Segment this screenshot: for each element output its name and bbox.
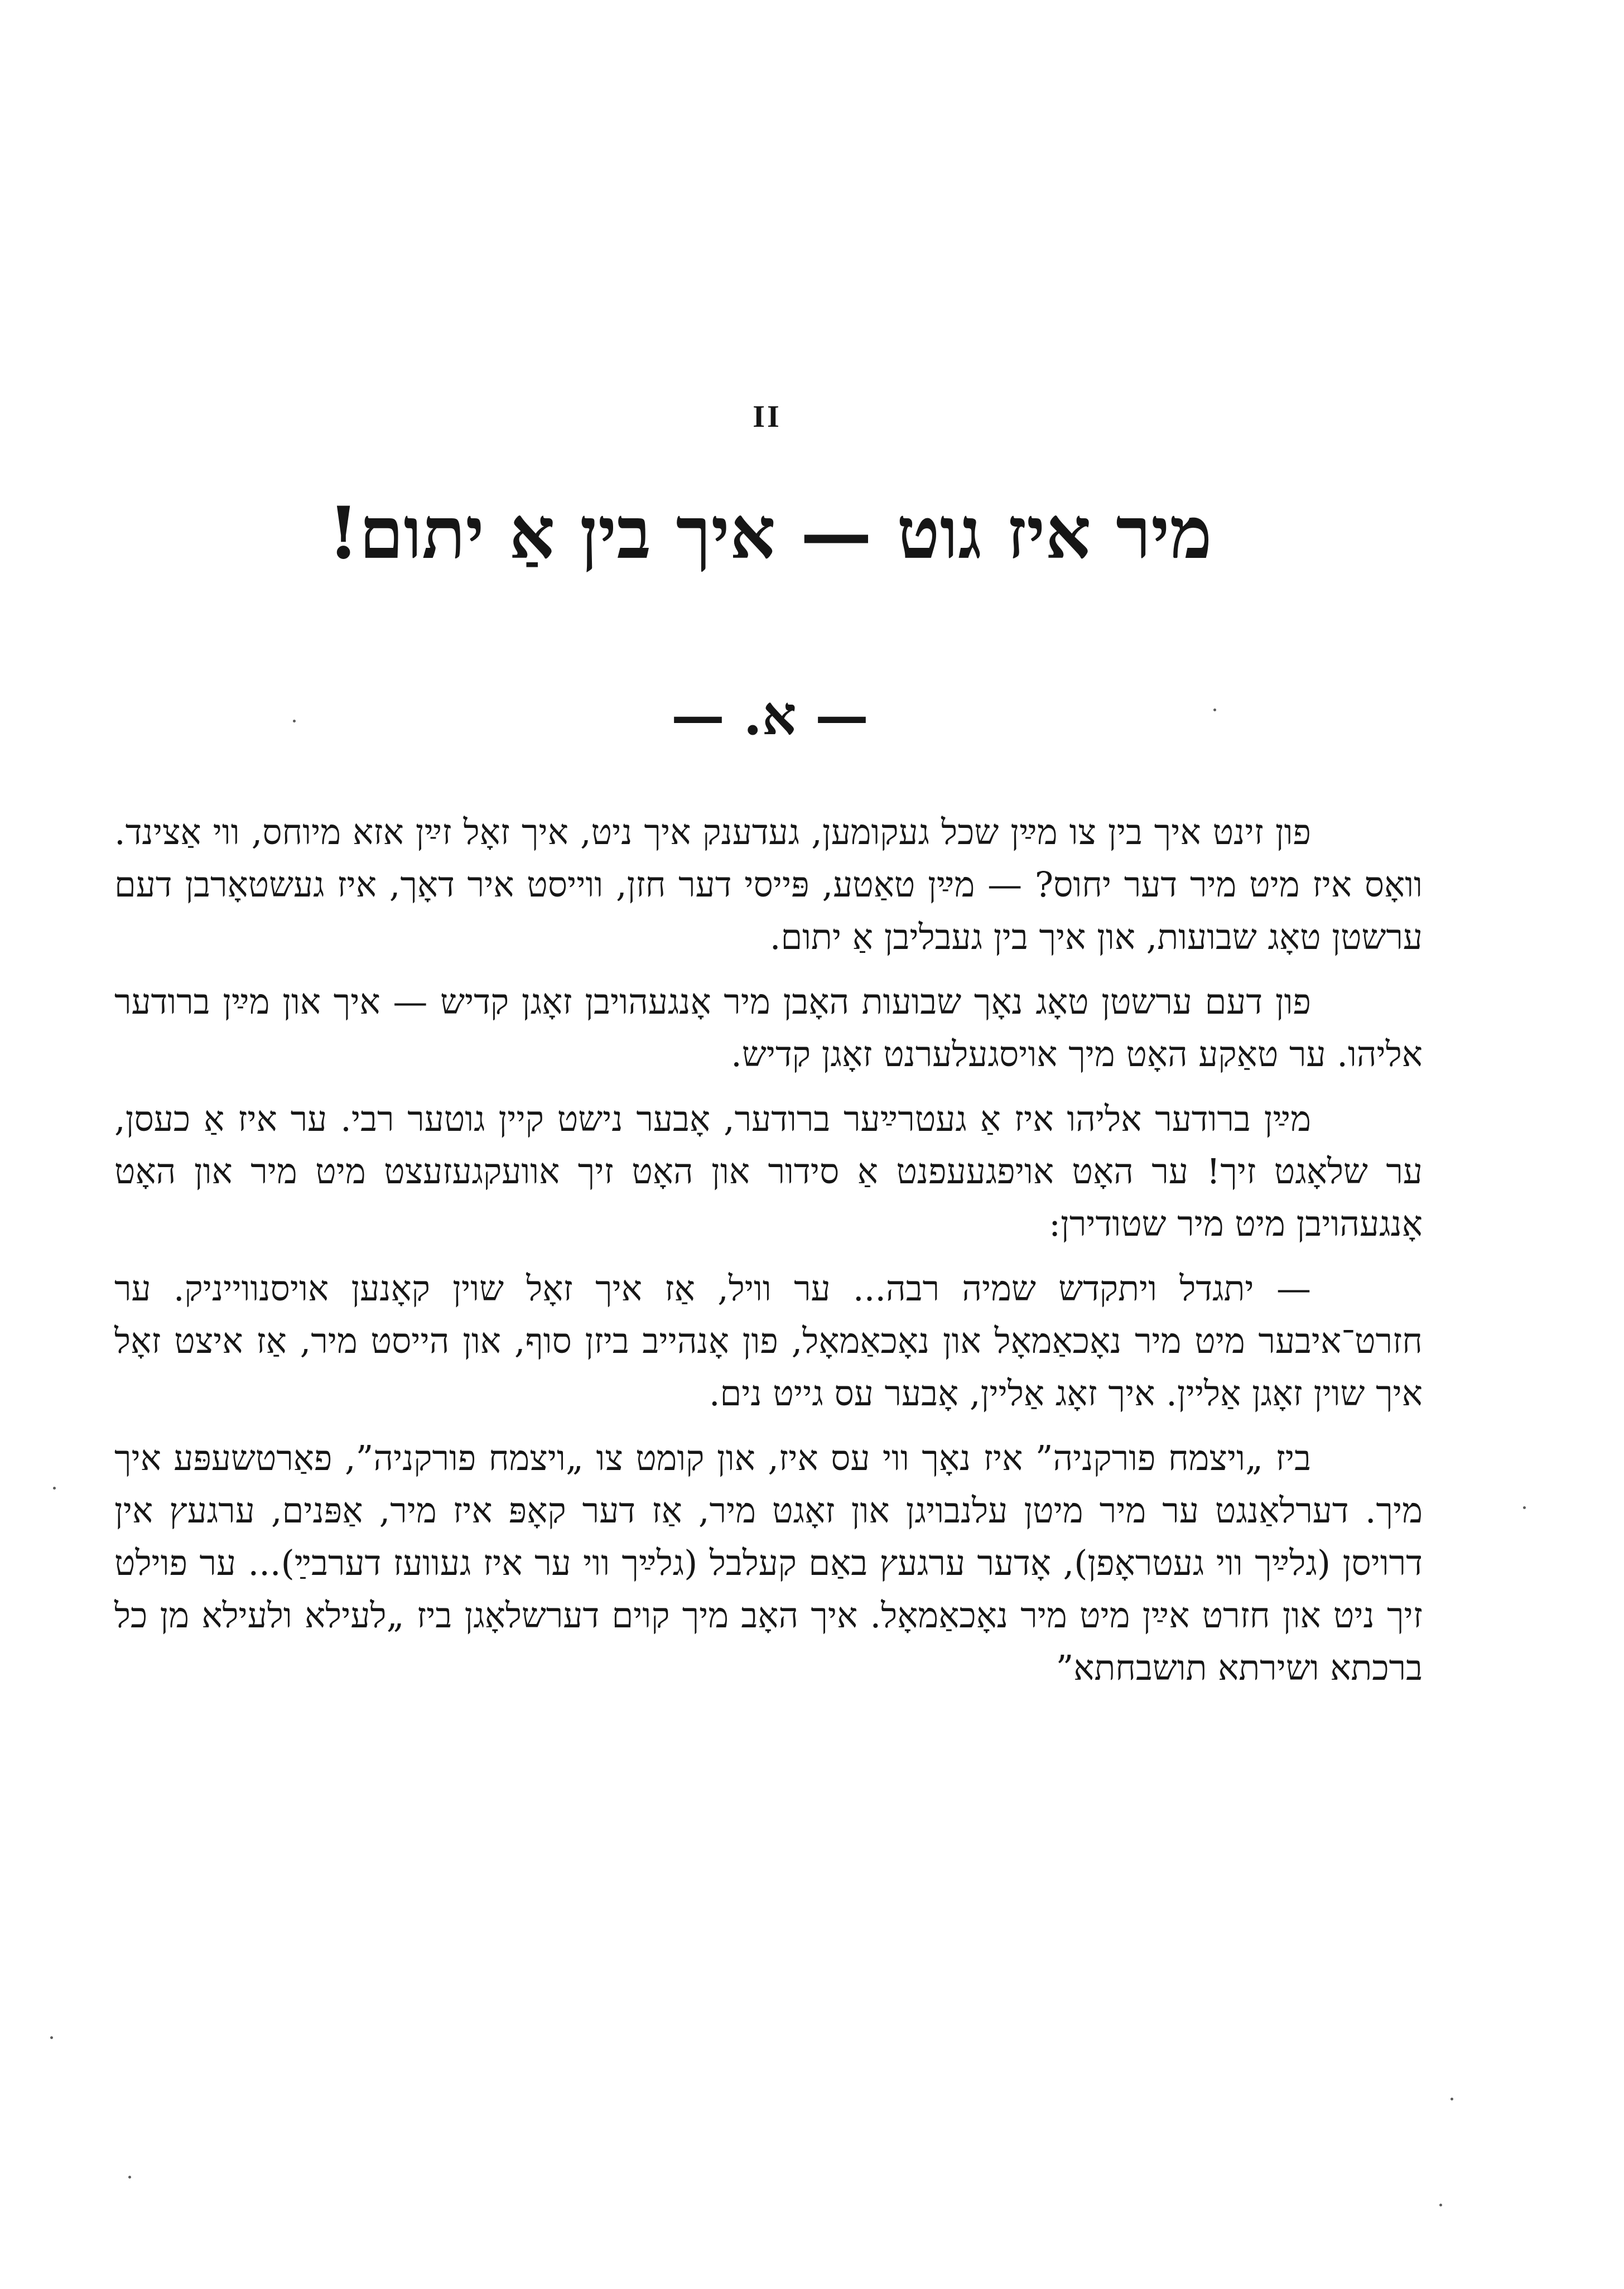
paragraph: מײַן ברודער אליהו איז אַ געטרײַער ברודער, אָבער נישט קיין גוטער רבי. ער איז אַ כעסן, ער שלאָגט זיך! ער האָט אויפגעעפנט אַ סידור און האָט זיך אוועקגעזעצט מיט מיר און האָט אָנגעהויבן מיט מיר שטודירן: [114,1098,1423,1244]
scan-speck [1439,2204,1442,2206]
body-text [114,806,1423,1707]
scan-speck [128,2176,131,2179]
chapter-number: II [753,399,782,434]
scan-speck [53,1487,56,1490]
chapter-title: מיר איז גוט — איך בין אַ יתום! [327,491,1212,575]
scan-speck [1450,2098,1453,2100]
scan-speck [50,2036,53,2039]
paragraph: — יתגדל ויתקדש שמיה רבה... ער וויל, אַז איך זאָל שוין קאָנען אויסנווייניק. ער חזרט־איבער מיט מיר נאָכאַמאָל און נאָכאַמאָל, פון אָנהייב ביזן סוף, און הייסט מיר, אַז איצט זאָל איך שוין זאָגן אַליין. איך זאָג אַליין, אָבער עס גייט נים. [114,1268,1423,1414]
paragraph: פון זינט איך בין צו מײַן שכל געקומען, געדענק איך ניט, איך זאָל זײַן אזא מיוחס, ווי אַצינד. וואָס איז מיט מיר דער יחוס? — מײַן טאַטע, פּייסי דער חזן, ווייסט איר דאָך, איז געשטאָרבן דעם ערשטן טאָג שבועות, און איך בין געבליבן אַ יתום. [114,812,1423,957]
paragraph: ביז „ויצמח פורקניה” איז נאָך ווי עס איז, און קומט צו „ויצמח פורקניה”, פאַרטשעפּע איך מיך. דערלאַנגט ער מיר מיטן עלנבויגן און זאָגט מיר, אַז דער קאָפּ איז מיר, אַפּנים, ערגעץ אין דרויסן (גלײַך ווי געטראָפן), אָדער ערגעץ באַם קעלבל (גלײַך ווי ער איז געוועז דערבײַ)... ער פוילט זיך ניט און חזרט אײַן מיט מיר נאָכאַמאָל. איך האָב מיך קוים דערשלאָגן ביז „לעילא ולעילא מן כל ברכתא ושירתא תושבחתא” [114,1438,1423,1688]
section-mark: — א. — [671,684,869,747]
scan-speck [1213,709,1216,711]
scan-speck [1523,1506,1526,1509]
paragraph: פון דעם ערשטן טאָג נאָך שבועות האָבן מיר אָנגעהויבן זאָגן קדיש — איך און מײַן ברודער אליהו. ער טאַקע האָט מיך אויסגעלערנט זאָגן קדיש. [114,981,1423,1074]
scan-speck [293,720,296,722]
